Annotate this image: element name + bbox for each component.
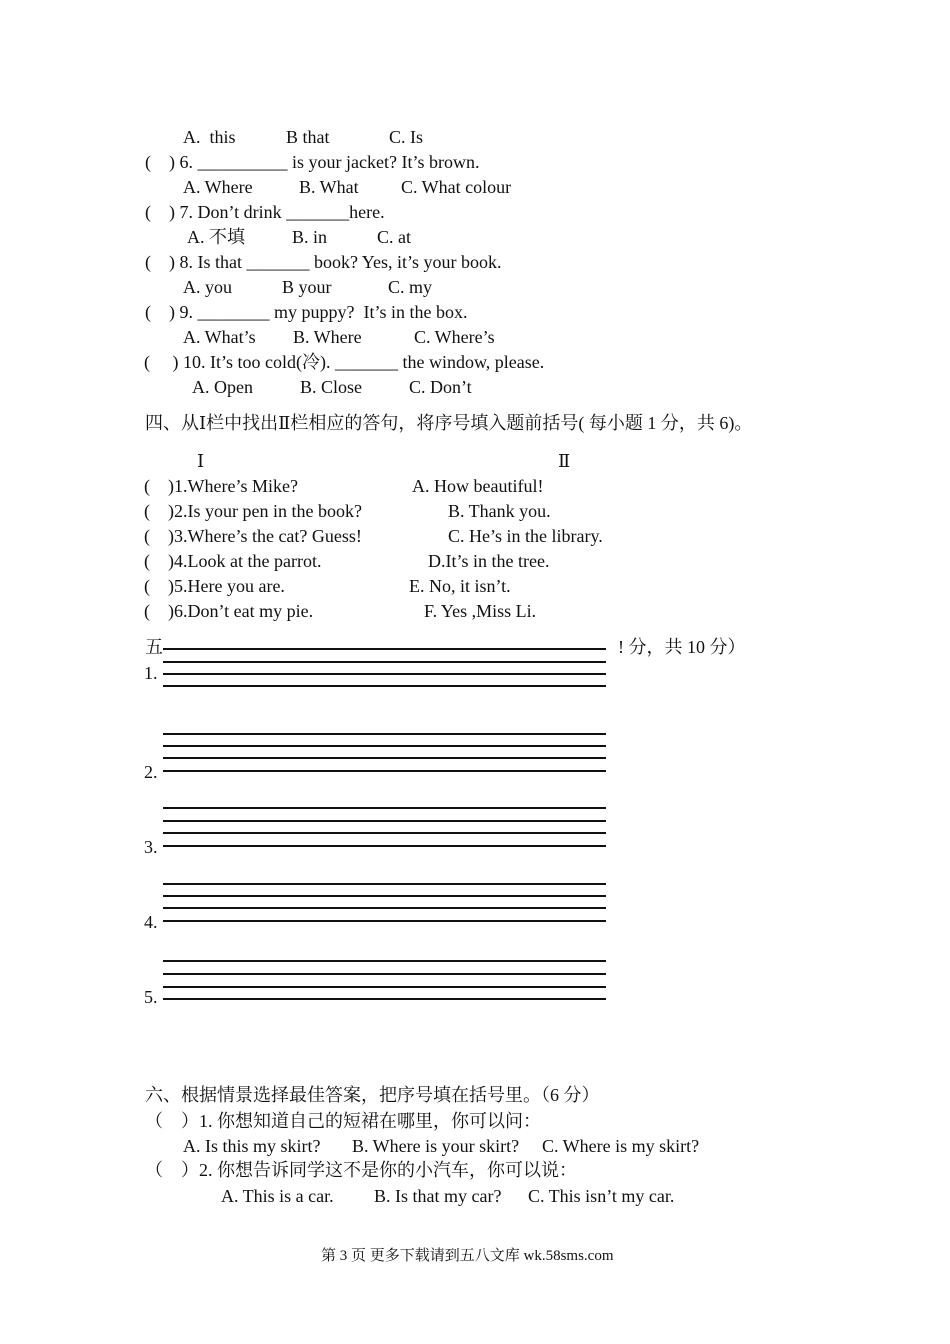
match-right-b: B. Thank you. <box>448 501 551 521</box>
writing-line <box>163 895 606 897</box>
q9-option-c: C. Where’s <box>414 327 495 347</box>
s6-q1-option-c: C. Where is my skirt? <box>542 1136 700 1156</box>
q7-option-b: B. in <box>292 227 328 247</box>
q6-option-c: C. What colour <box>401 177 512 197</box>
writing-line <box>163 770 606 772</box>
q10-stem: ( ) 10. It’s too cold(冷). _______ the window, please. <box>144 352 545 372</box>
writing-line <box>163 661 606 663</box>
match-left-2: ( )2.Is your pen in the book? <box>144 501 362 521</box>
s6-q2-option-c: C. This isn’t my car. <box>528 1186 675 1206</box>
q9-option-b: B. Where <box>293 327 362 347</box>
section4-title: 四、从Ⅰ栏中找出Ⅱ栏相应的答句，将序号填入题前括号( 每小题 1 分，共 6)。 <box>145 413 753 433</box>
q9-option-a: A. What’s <box>183 327 256 347</box>
q6-option-a: A. Where <box>183 177 253 197</box>
writing-line <box>163 685 606 687</box>
item-number-2: 2. <box>144 762 158 782</box>
writing-line <box>163 998 606 1000</box>
match-right-a: A. How beautiful! <box>412 476 544 496</box>
q7-option-c: C. at <box>377 227 411 247</box>
writing-line <box>163 907 606 909</box>
section6-title: 六、根据情景选择最佳答案，把序号填在括号里。（6 分） <box>145 1085 600 1105</box>
item-number-5: 5. <box>144 987 158 1007</box>
match-left-6: ( )6.Don’t eat my pie. <box>144 601 314 621</box>
q5-option-b: B that <box>286 127 330 147</box>
writing-line <box>163 745 606 747</box>
writing-line <box>163 832 606 834</box>
writing-line <box>163 807 606 809</box>
q7-option-a: A. 不填 <box>187 227 245 247</box>
q8-option-a: A. you <box>183 277 232 297</box>
section4-col2-header: Ⅱ <box>558 451 571 471</box>
writing-line <box>163 883 606 885</box>
writing-line <box>163 733 606 735</box>
item-number-4: 4. <box>144 912 158 932</box>
match-right-f: F. Yes ,Miss Li. <box>424 601 537 621</box>
page-footer: 第 3 页 更多下载请到五八文库 wk.58sms.com <box>321 1248 614 1264</box>
item-number-3: 3. <box>144 837 158 857</box>
q6-option-b: B. What <box>299 177 359 197</box>
q8-option-b: B your <box>282 277 332 297</box>
q10-option-b: B. Close <box>300 377 363 397</box>
section4-col1-header: Ⅰ <box>197 451 205 471</box>
writing-line <box>163 986 606 988</box>
q8-stem: ( ) 8. Is that _______ book? Yes, it’s your book. <box>145 252 502 272</box>
q10-option-c: C. Don’t <box>409 377 472 397</box>
match-right-d: D.It’s in the tree. <box>428 551 550 571</box>
writing-line <box>163 973 606 975</box>
match-left-5: ( )5.Here you are. <box>144 576 285 596</box>
section5-title-end: ! 分，共 10 分） <box>618 637 746 657</box>
s6-q1-option-a: A. Is this my skirt? <box>183 1136 321 1156</box>
writing-line <box>163 820 606 822</box>
s6-q1-stem: （ ）1. 你想知道自己的短裙在哪里，你可以问： <box>145 1111 541 1131</box>
q8-option-c: C. my <box>388 277 433 297</box>
writing-line <box>163 960 606 962</box>
q9-stem: ( ) 9. ________ my puppy? It’s in the box. <box>145 302 468 322</box>
section5-title-start: 五 <box>145 637 163 657</box>
writing-line <box>163 648 606 650</box>
q10-option-a: A. Open <box>192 377 253 397</box>
writing-line <box>163 920 606 922</box>
q5-option-a: A. this <box>183 127 236 147</box>
q7-stem: ( ) 7. Don’t drink _______here. <box>145 202 385 222</box>
writing-line <box>163 673 606 675</box>
match-right-c: C. He’s in the library. <box>448 526 603 546</box>
writing-line <box>163 845 606 847</box>
match-right-e: E. No, it isn’t. <box>409 576 511 596</box>
q6-stem: ( ) 6. __________ is your jacket? It’s brown. <box>145 152 480 172</box>
match-left-3: ( )3.Where’s the cat? Guess! <box>144 526 362 546</box>
s6-q1-option-b: B. Where is your skirt? <box>352 1136 520 1156</box>
s6-q2-stem: （ ）2. 你想告诉同学这不是你的小汽车，你可以说： <box>145 1160 577 1180</box>
writing-line <box>163 757 606 759</box>
s6-q2-option-b: B. Is that my car? <box>374 1186 502 1206</box>
q5-option-c: C. Is <box>389 127 424 147</box>
match-left-1: ( )1.Where’s Mike? <box>144 476 298 496</box>
match-left-4: ( )4.Look at the parrot. <box>144 551 322 571</box>
s6-q2-option-a: A. This is a car. <box>221 1186 334 1206</box>
item-number-1: 1. <box>144 663 158 683</box>
